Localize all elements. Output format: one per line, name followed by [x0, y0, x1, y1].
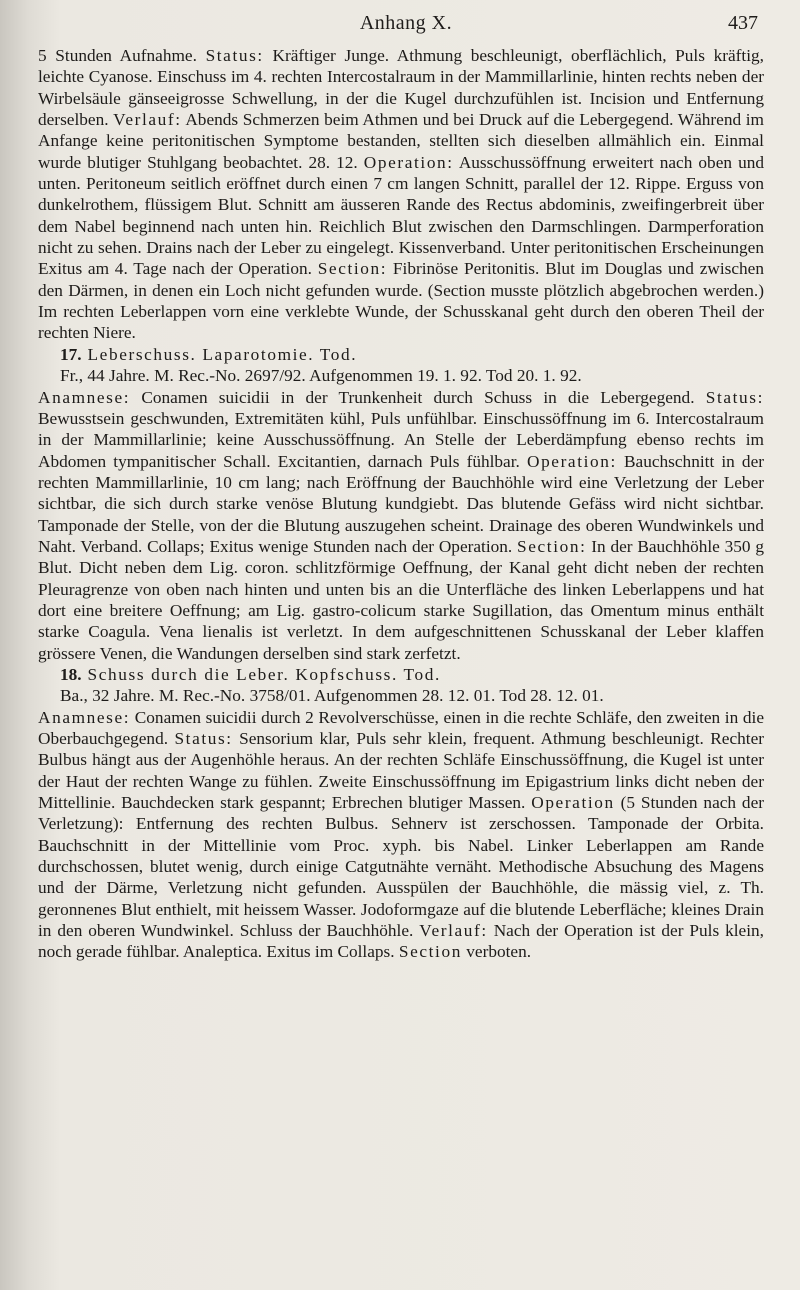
case-title: Leberschuss. Laparotomie. Tod.: [81, 344, 358, 364]
text-run: (5 Stunden nach der Verletzung): Entfernung des rechten Bulbus. Sehnerv ist zerschossen. Tamponade der Orbita. Bauchschnitt in der Mittellinie vom Proc. xyph. bis Nabel. Linker Leberlappen am Rande durchschossen, blutet wenig, durch einige Catgutnähte vernäht. Methodische Absuchung des Magens und der Därme, Verletzung nicht gefunden. Ausspülen der Bauchhöhle, die mässig viel, z. Th. geronnenes Blut enthielt, mit heissem Wasser. Jodoformgaze auf die blutende Leberfläche; kleines Drain in den oberen Wundwinkel. Schluss der Bauchhöhle.: [38, 793, 764, 941]
text-run: Conamen suicidii in der Trunkenheit durch Schuss in die Lebergegend.: [130, 387, 706, 407]
case-17-heading: [38, 344, 764, 365]
text-run: Abends Schmerzen beim Athmen und bei Druck auf die Lebergegend. Während im Anfange keine peritonitischen Symptome bestanden, stellten sich dieselben allmählich ein. Einmal wurde blutiger Stuhlgang beobachtet. 28. 12.: [38, 110, 764, 172]
text-run: Bewusstsein geschwunden, Extremitäten kühl, Puls unfühlbar. Einschussöffnung im 6. Intercostalraum in der Mammillarlinie; keine Ausschussöffnung. An Stelle der Leberdämpfung ebenso rechts im Abdomen tympanitischer Schall. Excitantien, darnach Puls fühlbar.: [38, 408, 764, 471]
case-18-body: [38, 707, 764, 963]
text-run: Ausschussöffnung erweitert nach oben und unten. Peritoneum seitlich eröffnet durch einen 7 cm langen Schnitt, parallel der 12. Rippe. Erguss von dunkelrothem, flüssigem Blut. Schnitt am äusseren Rande des Rectus abdominis, zweifingerbreit über dem Nabel beginnend nach unten hin. Reichlich Blut zwischen den Darmschlingen. Darmperforation nicht zu sehen. Drains nach der Leber zu eingelegt. Kissenverband. Unter peritonitischen Erscheinungen Exitus am 4. Tage nach der Operation.: [38, 152, 764, 279]
section-label: Section:: [517, 536, 587, 556]
text-run: Bauchschnitt in der rechten Mammillarlinie, 10 cm lang; nach Eröffnung der Bauchhöhle wird eine Verletzung der Leber sichtbar, die sich durch starke venöse Blutung kundgiebt. Das blutende Gefäss wird nicht sichtbar. Tamponade der Stelle, von der die Blutung auszugehen scheint. Drainage des oberen Wundwinkels und Naht. Verband. Collaps; Exitus wenige Stunden nach der Operation.: [38, 451, 764, 556]
status-label: Status:: [174, 729, 233, 748]
operation-label: Operation: [531, 793, 615, 813]
operation-label: Operation:: [526, 451, 617, 471]
section-label: Section:: [317, 259, 388, 279]
text-run: Conamen suicidii durch 2 Revolverschüsse, einen in die rechte Schläfe, den zweiten in die Oberbauchgegend.: [38, 707, 764, 748]
section-label: Section: [398, 942, 462, 962]
case-17-body: [38, 387, 764, 664]
status-label: Status:: [205, 46, 264, 65]
verlauf-label: Verlauf:: [419, 921, 488, 941]
text-run: verboten.: [461, 942, 532, 962]
anamnese-label: Anamnese:: [38, 707, 131, 727]
operation-label: Operation:: [363, 152, 454, 172]
running-title: Anhang X.: [359, 12, 453, 34]
anamnese-label: Anamnese:: [38, 387, 131, 407]
case-18-heading: [38, 664, 764, 685]
case-16-continuation: [38, 45, 764, 344]
case-17-patient-line: Fr., 44 Jahre. M. Rec.-No. 2697/92. Aufgenommen 19. 1. 92. Tod 20. 1. 92.: [60, 366, 582, 386]
page-header: [50, 8, 762, 38]
text-run: 5 Stunden Aufnahme.: [38, 46, 206, 65]
case-18-patient-line: Ba., 32 Jahre. M. Rec.-No. 3758/01. Aufgenommen 28. 12. 01. Tod 28. 12. 01.: [60, 686, 604, 706]
body-text: [38, 45, 764, 963]
text-run: Fibrinöse Peritonitis. Blut im Douglas und zwischen den Därmen, in denen ein Loch nicht gefunden wurde. (Section musste plötzlich abgebrochen werden.) Im rechten Leberlappen vorn eine verklebte Wunde, der Schusskanal geht durch den oberen Theil der rechten Niere.: [38, 259, 764, 343]
case-number: 17.: [60, 344, 82, 364]
text-run: Kräftiger Junge. Athmung beschleunigt, oberflächlich, Puls kräftig, leichte Cyanose. Einschuss im 4. rechten Intercostalraum in der Mammillarlinie, hinten rechts neben der Wirbelsäule gänseeigrosse Schwellung, in der die Kugel durchzufühlen ist. Incision und Entfernung derselben.: [38, 46, 764, 130]
status-label: Status:: [705, 387, 764, 407]
text-run: Sensorium klar, Puls sehr klein, frequent. Athmung beschleunigt. Rechter Bulbus hängt aus der Augenhöhle heraus. An der rechten Schläfe Einschussöffnung, die Kugel ist unter der Haut der rechten Wange zu fühlen. Zweite Einschussöffnung im Epigastrium links dicht neben der Mittellinie. Bauchdecken stark gespannt; Erbrechen blutiger Massen.: [38, 729, 764, 813]
case-number: 18.: [60, 664, 82, 684]
text-run: Nach der Operation ist der Puls klein, noch gerade fühlbar. Analeptica. Exitus im Collaps.: [38, 921, 764, 962]
text-run: In der Bauchhöhle 350 g Blut. Dicht neben dem Lig. coron. schlitzförmige Oeffnung, der Kanal geht dicht neben der rechten Pleuragrenze von oben nach hinten und unten bis an die Unterfläche des linken Leberlappens und hat dort eine breitere Oeffnung; am Lig. gastro-colicum starke Sugillation, das Omentum minus enthält starke Coagula. Vena lienalis ist verletzt. In dem aufgeschnittenen Schusskanal der Leber klaffen grössere Venen, die Wandungen derselben sind stark zerfetzt.: [38, 536, 765, 663]
case-title: Schuss durch die Leber. Kopfschuss. Tod.: [81, 664, 441, 684]
verlauf-label: Verlauf:: [113, 110, 182, 130]
page-number: 437: [728, 12, 758, 34]
